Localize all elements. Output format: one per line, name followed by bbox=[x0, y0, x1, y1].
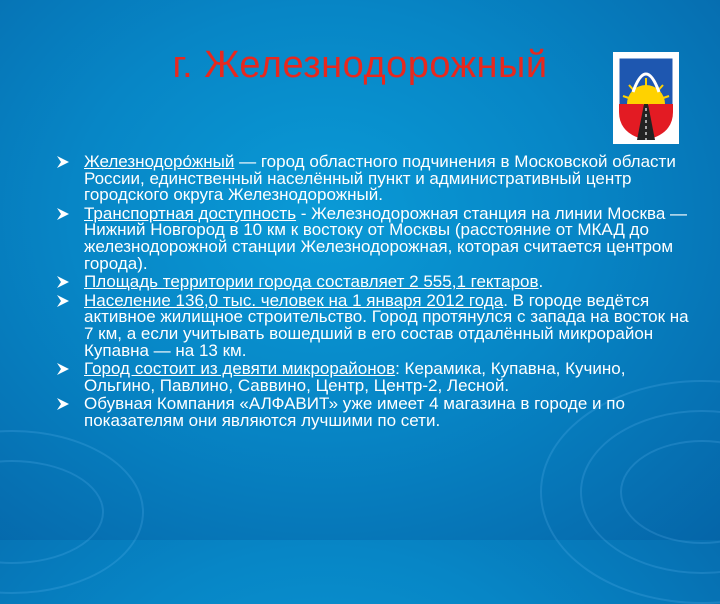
item-text: . В городе ведётся активное жилищное строительство. Город протянулся с запада на восток на 7 км, а если учитывать вошедший в его состав отдалённый микрорайон Купавна — на 13 км. bbox=[84, 290, 689, 360]
item-text: : Керамика, Купавна, Кучино, Ольгино, Павлино, Саввино, Центр, Центр-2, Лесной. bbox=[84, 359, 626, 395]
item-text: Обувная Компания «АЛФАВИТ» уже имеет 4 магазина в городе и по показателям они являются лучшими по сети. bbox=[84, 394, 625, 430]
list-item bbox=[56, 361, 696, 394]
list-item bbox=[56, 154, 696, 204]
city-coat-of-arms-icon bbox=[613, 52, 679, 144]
item-link-city[interactable]: Железнодоро́жный bbox=[84, 152, 235, 171]
arrowhead-bullet-icon bbox=[56, 397, 70, 411]
arrowhead-bullet-icon bbox=[56, 362, 70, 376]
arrowhead-bullet-icon bbox=[56, 207, 70, 221]
item-link-districts[interactable]: Город состоит из девяти микрорайонов bbox=[84, 359, 396, 379]
item-link-transport[interactable]: Транспортная доступность bbox=[84, 203, 297, 223]
item-link-population[interactable]: Население 136,0 тыс. человек на 1 января 2012 года bbox=[84, 290, 504, 310]
arrowhead-bullet-icon bbox=[56, 275, 70, 289]
list-item bbox=[56, 203, 696, 273]
item-link-area[interactable]: Площадь территории города составляет 2 555,1 гектаров bbox=[84, 272, 539, 292]
list-item bbox=[56, 396, 696, 429]
arrowhead-bullet-icon bbox=[56, 155, 70, 169]
item-text: - Железнодорожная станция на линии Москва — Нижний Новгород в 10 км к востоку от Москвы (расстояние от МКАД до железнодорожной станции Железнодорожная, которая считается центром города). bbox=[84, 203, 688, 273]
item-text: — город областного подчинения в Московской области России, единственный населённый пункт и административный центр городского округа Железнодорожный. bbox=[84, 152, 676, 205]
list-item bbox=[56, 290, 696, 360]
bullet-list bbox=[56, 154, 696, 430]
slide-title: г. Железнодорожный bbox=[172, 44, 548, 86]
item-text: . bbox=[538, 272, 544, 292]
list-item bbox=[56, 274, 696, 291]
arrowhead-bullet-icon bbox=[56, 294, 70, 308]
